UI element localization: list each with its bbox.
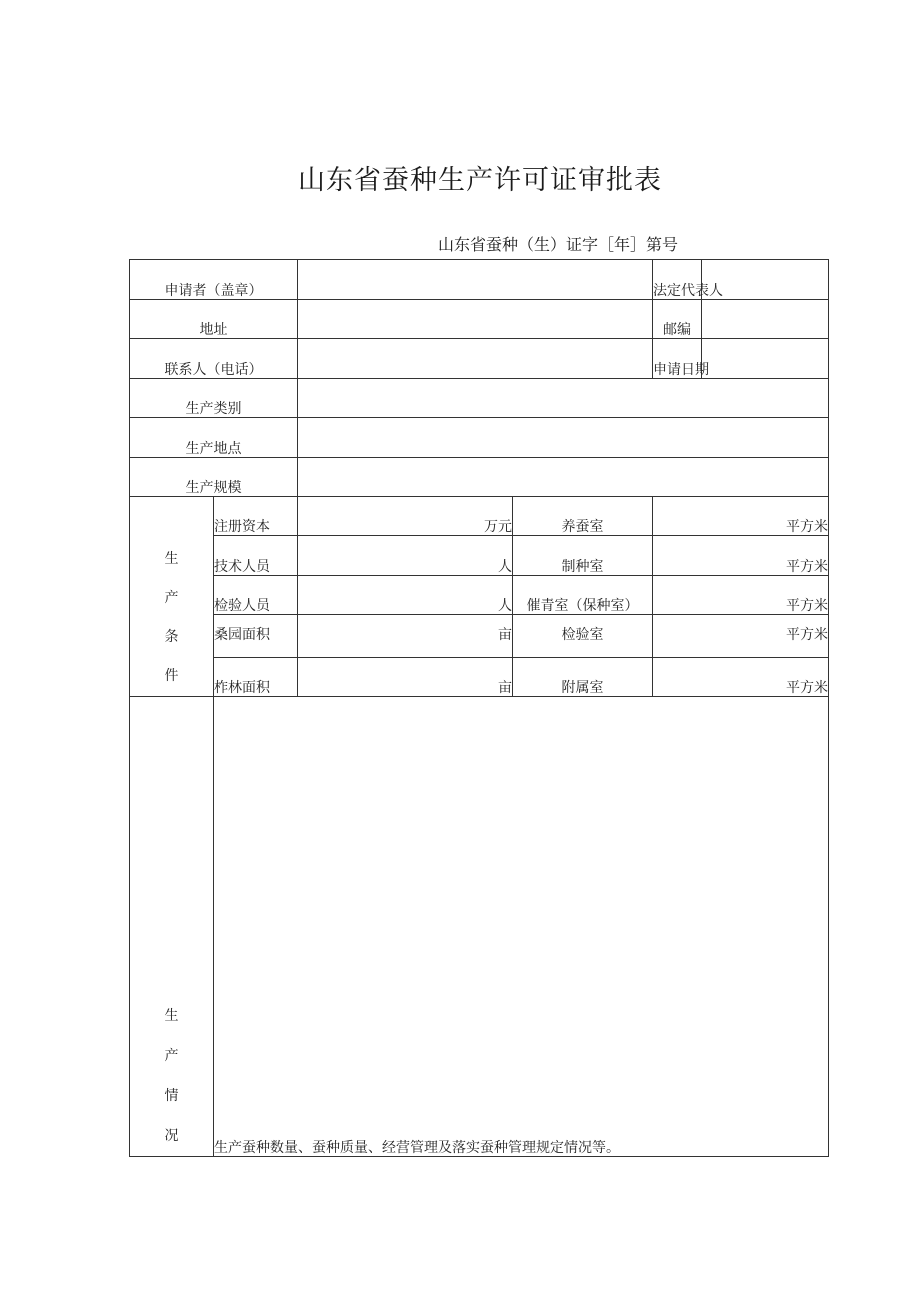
incubation-room-unit[interactable]: 平方米 (653, 576, 829, 615)
applicant-row (130, 260, 829, 300)
technical-staff-unit[interactable]: 人 (298, 536, 513, 576)
mulberry-area-unit[interactable]: 亩 (298, 615, 513, 658)
production-location-row (130, 418, 829, 458)
oak-forest-area-label: 柞林面积 (214, 658, 298, 697)
legal-representative-label: 法定代表人 (653, 260, 702, 300)
condition-row (130, 615, 829, 658)
oak-forest-area-unit[interactable]: 亩 (298, 658, 513, 697)
registered-capital-label: 注册资本 (214, 497, 298, 536)
condition-row (130, 576, 829, 615)
silkworm-rearing-room-unit[interactable]: 平方米 (653, 497, 829, 536)
egg-production-room-label: 制种室 (513, 536, 653, 576)
contact-input[interactable] (298, 339, 653, 379)
production-scale-input[interactable] (298, 458, 829, 497)
address-input[interactable] (298, 300, 653, 339)
silkworm-rearing-room-label: 养蚕室 (513, 497, 653, 536)
production-category-row (130, 379, 829, 418)
inspection-room-label: 检验室 (513, 615, 653, 658)
technical-staff-label: 技术人员 (214, 536, 298, 576)
production-situation-row (130, 697, 829, 1157)
production-category-label: 生产类别 (130, 379, 298, 418)
situation-side-char: 生 (164, 1008, 179, 1024)
application-date-label: 申请日期 (653, 339, 702, 379)
postcode-input[interactable] (702, 300, 829, 339)
situation-side-char: 情 (164, 1088, 179, 1104)
auxiliary-room-label: 附属室 (513, 658, 653, 697)
inspection-staff-unit[interactable]: 人 (298, 576, 513, 615)
applicant-label: 申请者（盖章） (130, 260, 298, 300)
production-situation-note: 生产蚕种数量、蚕种质量、经营管理及落实蚕种管理规定情况等。 (214, 1140, 620, 1156)
inspection-staff-label: 检验人员 (214, 576, 298, 615)
condition-row (130, 658, 829, 697)
production-scale-label: 生产规模 (130, 458, 298, 497)
situation-side-char: 况 (164, 1128, 179, 1144)
conditions-side-label (130, 497, 214, 697)
auxiliary-room-unit[interactable]: 平方米 (653, 658, 829, 697)
postcode-label: 邮编 (653, 300, 702, 339)
inspection-room-unit[interactable]: 平方米 (653, 615, 829, 658)
approval-form-grid (129, 259, 829, 1157)
registered-capital-unit[interactable]: 万元 (298, 497, 513, 536)
production-location-label: 生产地点 (130, 418, 298, 458)
application-date-input[interactable] (702, 339, 829, 379)
conditions-side-char: 生 (164, 551, 179, 567)
applicant-input[interactable] (298, 260, 653, 300)
production-category-input[interactable] (298, 379, 829, 418)
egg-production-room-unit[interactable]: 平方米 (653, 536, 829, 576)
situation-side-char: 产 (164, 1048, 179, 1064)
production-location-input[interactable] (298, 418, 829, 458)
condition-row (130, 536, 829, 576)
conditions-side-char: 产 (164, 590, 179, 606)
production-situation-area[interactable] (214, 697, 829, 1157)
situation-side-label (130, 697, 214, 1157)
mulberry-area-label: 桑园面积 (214, 615, 298, 658)
address-row (130, 300, 829, 339)
conditions-side-char: 件 (164, 668, 179, 684)
contact-row (130, 339, 829, 379)
incubation-room-label: 催青室（保种室） (513, 576, 653, 615)
conditions-side-char: 条 (164, 629, 179, 645)
address-label: 地址 (130, 300, 298, 339)
document-number: 山东省蚕种（生）证字［年］第号 (438, 235, 679, 254)
condition-row (130, 497, 829, 536)
page-title: 山东省蚕种生产许可证审批表 (298, 165, 662, 196)
contact-label: 联系人（电话） (130, 339, 298, 379)
production-scale-row (130, 458, 829, 497)
